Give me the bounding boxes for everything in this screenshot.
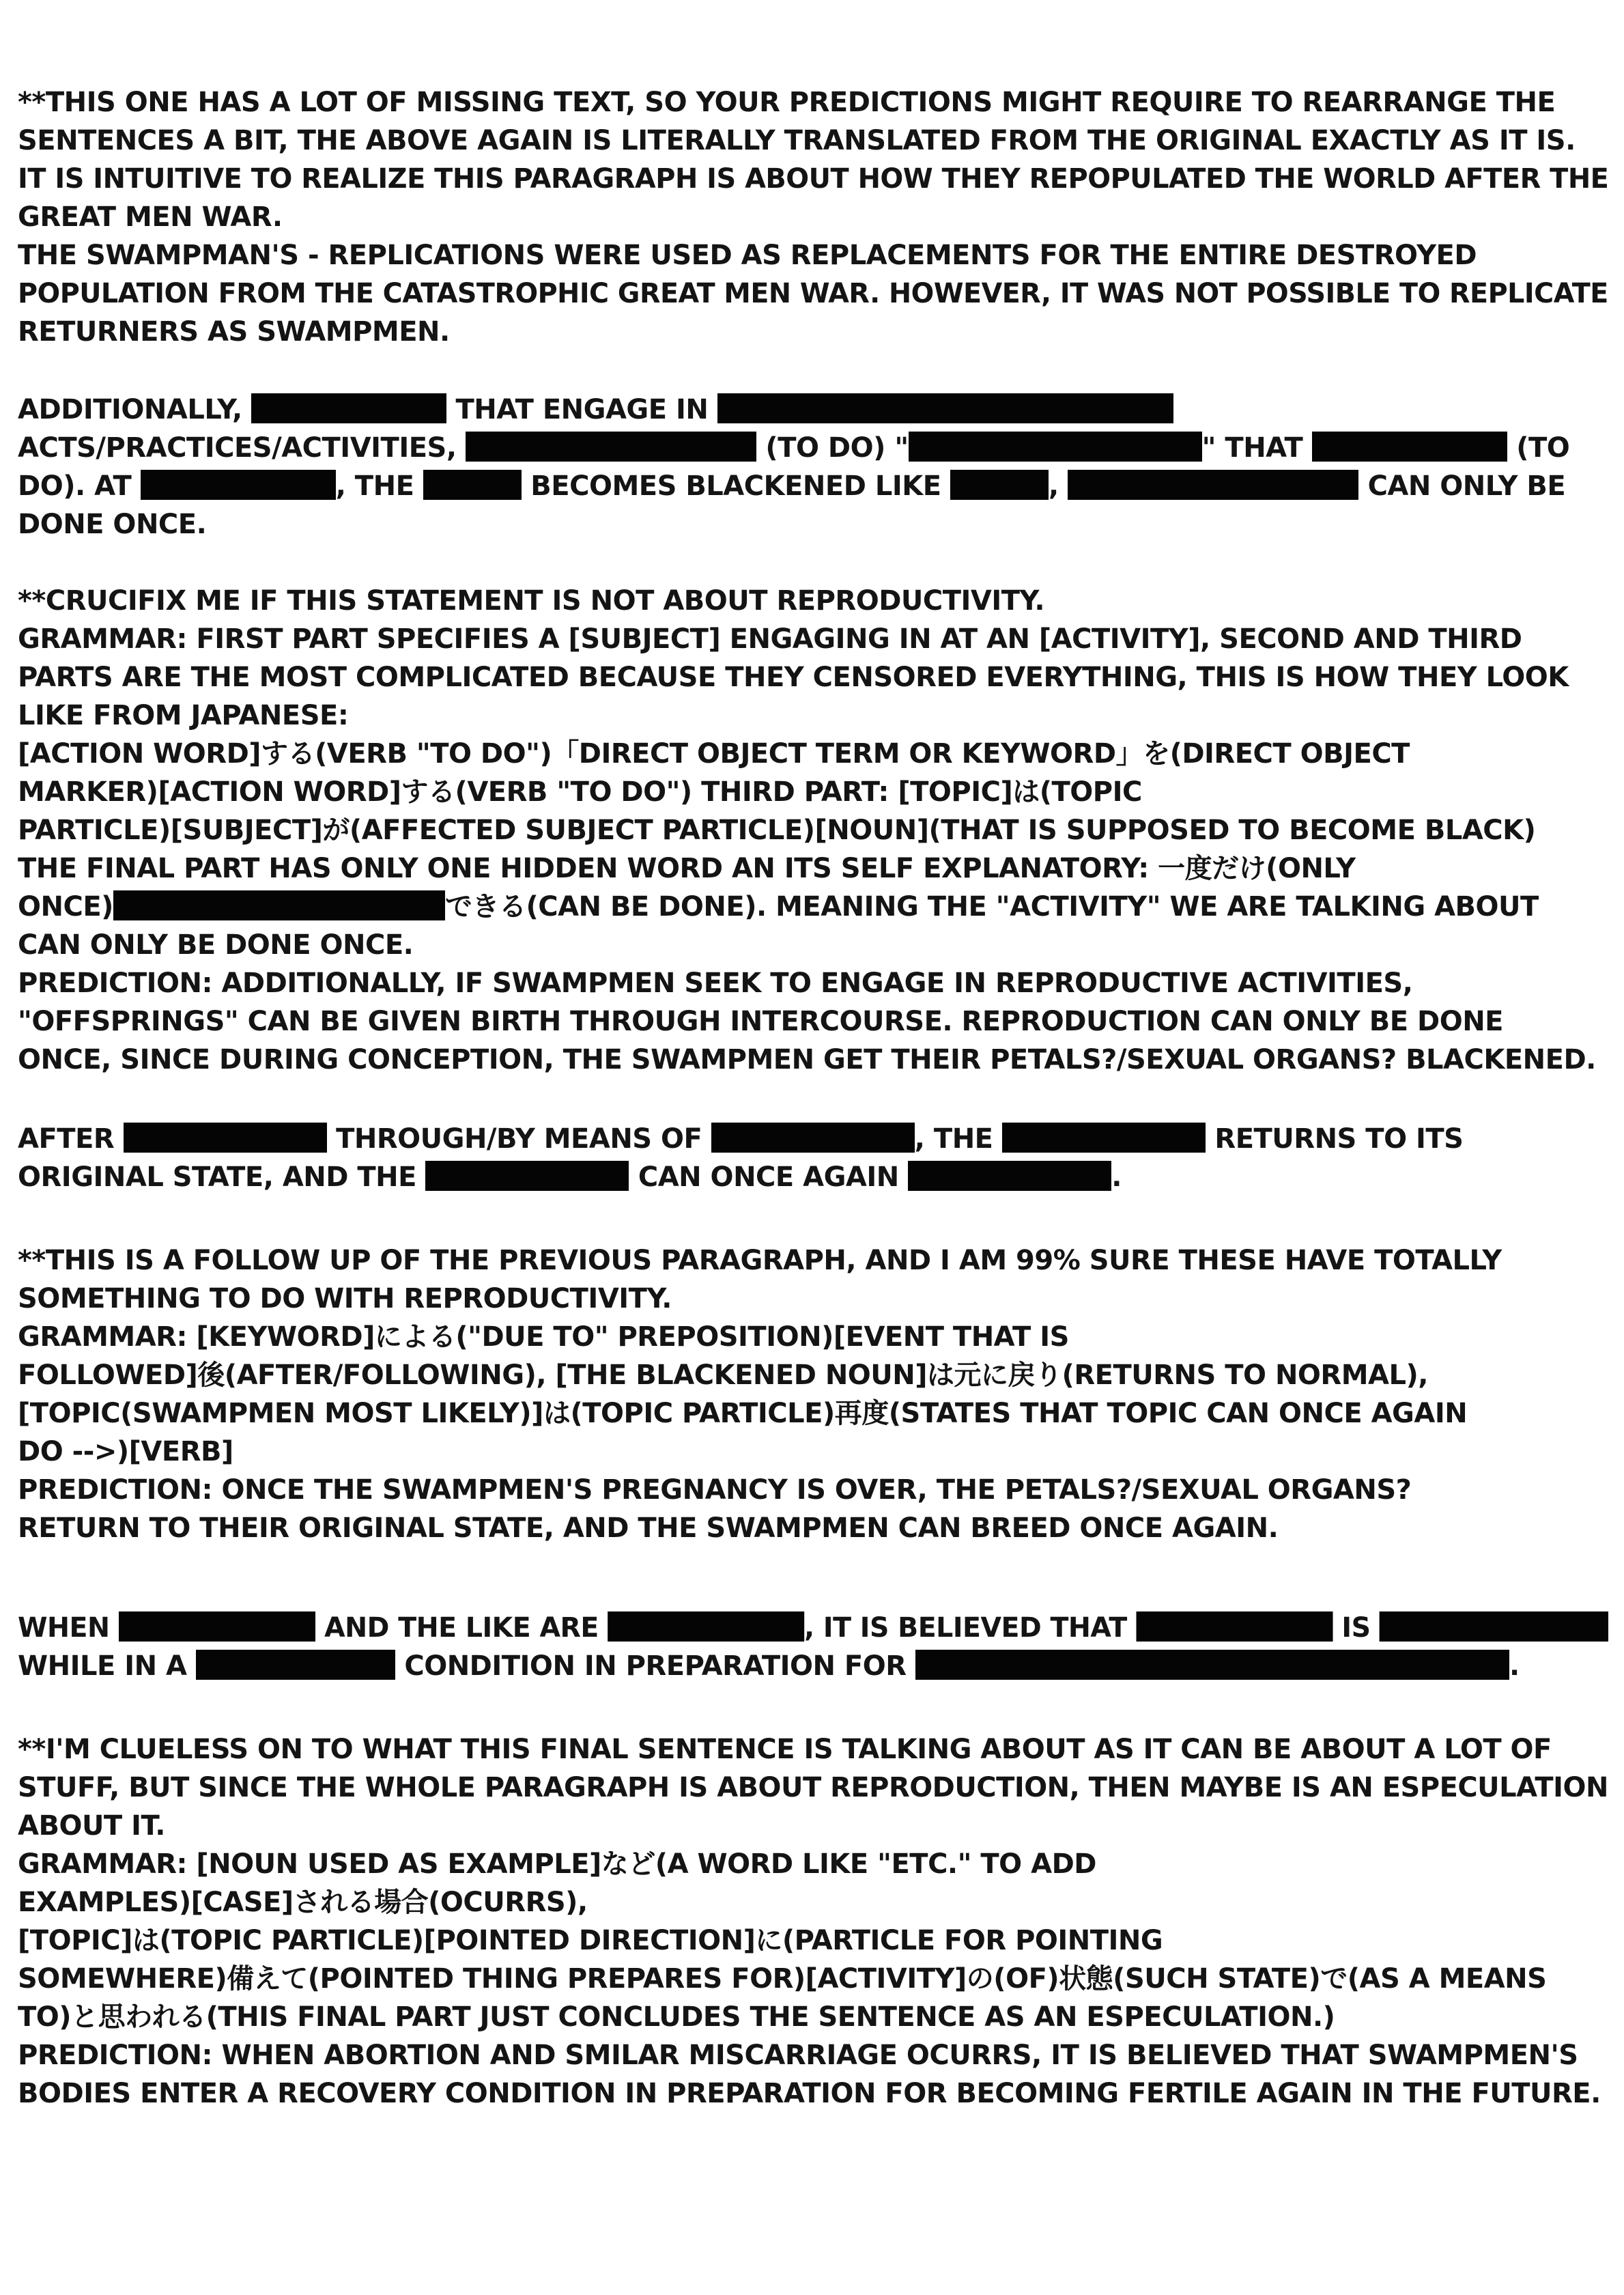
text-line <box>18 1647 1608 1685</box>
text-fragment: . <box>1111 1161 1122 1193</box>
text-line <box>18 467 1608 505</box>
text-line <box>18 888 1608 926</box>
text-fragment: ONCE) <box>18 891 113 923</box>
text-line: DONE ONCE. <box>18 509 207 540</box>
redaction-bar <box>1136 1611 1333 1642</box>
text-line: POPULATION FROM THE CATASTROPHIC GREAT MEN WAR. HOWEVER, IT WAS NOT POSSIBLE TO REPLICATE <box>18 278 1608 309</box>
text-fragment: , THE <box>335 470 414 502</box>
text-line: **THIS ONE HAS A LOT OF MISSING TEXT, SO YOUR PREDICTIONS MIGHT REQUIRE TO REARRANGE THE <box>18 87 1556 118</box>
text-line: LIKE FROM JAPANESE: <box>18 700 349 731</box>
reproductivity-note <box>18 582 1608 1079</box>
text-line: RETURN TO THEIR ORIGINAL STATE, AND THE SWAMPMEN CAN BREED ONCE AGAIN. <box>18 1512 1279 1544</box>
redacted-paragraph-additionally <box>18 391 1608 544</box>
text-line: **THIS IS A FOLLOW UP OF THE PREVIOUS PARAGRAPH, AND I AM 99% SURE THESE HAVE TOTALLY <box>18 1245 1502 1276</box>
text-fragment: . <box>1509 1650 1520 1682</box>
text-fragment: AND THE LIKE ARE <box>324 1612 599 1644</box>
text-line: [TOPIC]は(TOPIC PARTICLE)[POINTED DIRECTION]に(PARTICLE FOR POINTING <box>18 1925 1163 1956</box>
text-line <box>18 391 1608 429</box>
text-fragment: CONDITION IN PREPARATION FOR <box>404 1650 907 1682</box>
text-line <box>18 429 1608 467</box>
redaction-bar <box>608 1611 804 1642</box>
text-fragment: WHEN <box>18 1612 110 1644</box>
redaction-bar <box>196 1650 395 1680</box>
redacted-paragraph-when <box>18 1609 1608 1685</box>
repopulation-note <box>18 83 1608 351</box>
redaction-bar <box>251 393 446 423</box>
text-fragment: , IT IS BELIEVED THAT <box>804 1612 1127 1644</box>
redaction-bar <box>466 432 756 462</box>
redacted-paragraph-after <box>18 1120 1608 1196</box>
redaction-bar <box>908 1161 1111 1191</box>
text-line <box>18 1120 1608 1158</box>
text-fragment: THAT ENGAGE IN <box>455 394 709 425</box>
text-line: TO)と思われる(THIS FINAL PART JUST CONCLUDES THE SENTENCE AS AN ESPECULATION.) <box>18 2001 1335 2033</box>
redaction-bar <box>423 470 522 500</box>
text-fragment: THROUGH/BY MEANS OF <box>336 1123 702 1155</box>
text-line: **CRUCIFIX ME IF THIS STATEMENT IS NOT ABOUT REPRODUCTIVITY. <box>18 585 1045 617</box>
text-line: THE SWAMPMAN'S - REPLICATIONS WERE USED AS REPLACEMENTS FOR THE ENTIRE DESTROYED <box>18 240 1477 271</box>
redaction-bar <box>717 393 1173 423</box>
text-line: [TOPIC(SWAMPMEN MOST LIKELY)]は(TOPIC PARTICLE)再度(STATES THAT TOPIC CAN ONCE AGAIN <box>18 1398 1468 1429</box>
text-fragment: DO). AT <box>18 470 132 502</box>
text-line: GRAMMAR: [NOUN USED AS EXAMPLE]など(A WORD LIKE "ETC." TO ADD <box>18 1848 1096 1880</box>
text-line: ABOUT IT. <box>18 1810 165 1842</box>
text-fragment: CAN ONLY BE <box>1367 470 1566 502</box>
text-fragment: WHILE IN A <box>18 1650 187 1682</box>
text-fragment: IS <box>1341 1612 1371 1644</box>
text-fragment: , <box>1048 470 1059 502</box>
redaction-bar <box>909 432 1202 462</box>
text-line: CAN ONLY BE DONE ONCE. <box>18 929 414 961</box>
recovery-note <box>18 1730 1608 2113</box>
redaction-bar <box>1380 1611 1608 1642</box>
redaction-bar <box>1002 1123 1206 1153</box>
text-fragment: ACTS/PRACTICES/ACTIVITIES, <box>18 432 457 464</box>
text-line: DO -->)[VERB] <box>18 1436 233 1467</box>
text-fragment: " THAT <box>1201 432 1303 464</box>
redaction-bar <box>141 470 336 500</box>
text-line <box>18 1158 1608 1196</box>
text-line: GREAT MEN WAR. <box>18 201 283 233</box>
text-line: PREDICTION: ONCE THE SWAMPMEN'S PREGNANCY IS OVER, THE PETALS?/SEXUAL ORGANS? <box>18 1474 1412 1506</box>
text-line: RETURNERS AS SWAMPMEN. <box>18 316 450 348</box>
text-line: SOMETHING TO DO WITH REPRODUCTIVITY. <box>18 1283 672 1314</box>
pregnancy-note <box>18 1241 1608 1547</box>
text-line <box>18 1609 1586 1647</box>
text-line: GRAMMAR: [KEYWORD]による("DUE TO" PREPOSITION)[EVENT THAT IS <box>18 1321 1069 1353</box>
text-line: PREDICTION: ADDITIONALLY, IF SWAMPMEN SEEK TO ENGAGE IN REPRODUCTIVE ACTIVITIES, <box>18 968 1413 999</box>
redaction-bar <box>915 1650 1509 1680</box>
text-line: THE FINAL PART HAS ONLY ONE HIDDEN WORD AN ITS SELF EXPLANATORY: 一度だけ(ONLY <box>18 853 1356 884</box>
text-line: PREDICTION: WHEN ABORTION AND SMILAR MISCARRIAGE OCURRS, IT IS BELIEVED THAT SWAMPMEN'S <box>18 2040 1578 2071</box>
redaction-bar <box>425 1161 629 1191</box>
text-line: PARTS ARE THE MOST COMPLICATED BECAUSE THEY CENSORED EVERYTHING, THIS IS HOW THEY LOOK <box>18 662 1569 693</box>
redaction-bar <box>113 890 445 920</box>
text-fragment: AFTER <box>18 1123 115 1155</box>
text-fragment: できる(CAN BE DONE). MEANING THE "ACTIVITY" WE ARE TALKING ABOUT <box>444 891 1539 923</box>
text-line: IT IS INTUITIVE TO REALIZE THIS PARAGRAPH IS ABOUT HOW THEY REPOPULATED THE WORLD AFTER THE <box>18 163 1609 195</box>
text-fragment: ADDITIONALLY, <box>18 394 242 425</box>
text-line: ONCE, SINCE DURING CONCEPTION, THE SWAMPMEN GET THEIR PETALS?/SEXUAL ORGANS? BLACKENED. <box>18 1044 1596 1075</box>
text-fragment: ORIGINAL STATE, AND THE <box>18 1161 416 1193</box>
text-line: FOLLOWED]後(AFTER/FOLLOWING), [THE BLACKENED NOUN]は元に戻り(RETURNS TO NORMAL), <box>18 1360 1428 1391</box>
text-fragment: (TO DO) " <box>765 432 909 464</box>
text-line: **I'M CLUELESS ON TO WHAT THIS FINAL SENTENCE IS TALKING ABOUT AS IT CAN BE ABOUT A LOT OF <box>18 1734 1552 1765</box>
redaction-bar <box>119 1611 315 1642</box>
redaction-bar <box>1068 470 1358 500</box>
redaction-bar <box>950 470 1049 500</box>
text-fragment: BECOMES BLACKENED LIKE <box>530 470 941 502</box>
text-line: SOMEWHERE)備えて(POINTED THING PREPARES FOR)[ACTIVITY]の(OF)状態(SUCH STATE)で(AS A MEANS <box>18 1963 1547 1995</box>
text-fragment: CAN ONCE AGAIN <box>638 1161 899 1193</box>
text-line: EXAMPLES)[CASE]される場合(OCURRS), <box>18 1887 588 1918</box>
text-line: "OFFSPRINGS" CAN BE GIVEN BIRTH THROUGH INTERCOURSE. REPRODUCTION CAN ONLY BE DONE <box>18 1006 1503 1037</box>
text-line: GRAMMAR: FIRST PART SPECIFIES A [SUBJECT] ENGAGING IN AT AN [ACTIVITY], SECOND AND THIRD <box>18 623 1522 655</box>
redaction-bar <box>124 1123 327 1153</box>
text-line: STUFF, BUT SINCE THE WHOLE PARAGRAPH IS ABOUT REPRODUCTION, THEN MAYBE IS AN ESPECULATION <box>18 1772 1608 1803</box>
text-line: MARKER)[ACTION WORD]する(VERB "TO DO") THIRD PART: [TOPIC]は(TOPIC <box>18 776 1142 808</box>
text-line: SENTENCES A BIT, THE ABOVE AGAIN IS LITERALLY TRANSLATED FROM THE ORIGINAL EXACTLY AS IT IS. <box>18 125 1576 156</box>
text-line: BODIES ENTER A RECOVERY CONDITION IN PREPARATION FOR BECOMING FERTILE AGAIN IN THE FUTURE. <box>18 2078 1601 2109</box>
redaction-bar <box>711 1123 915 1153</box>
text-fragment: RETURNS TO ITS <box>1214 1123 1464 1155</box>
text-fragment: (TO <box>1516 432 1570 464</box>
text-fragment: , THE <box>914 1123 993 1155</box>
text-line: [ACTION WORD]する(VERB "TO DO")「DIRECT OBJECT TERM OR KEYWORD」を(DIRECT OBJECT <box>18 738 1410 770</box>
redaction-bar <box>1312 432 1507 462</box>
text-line: PARTICLE)[SUBJECT]が(AFFECTED SUBJECT PARTICLE)[NOUN](THAT IS SUPPOSED TO BECOME BLACK) <box>18 815 1536 846</box>
